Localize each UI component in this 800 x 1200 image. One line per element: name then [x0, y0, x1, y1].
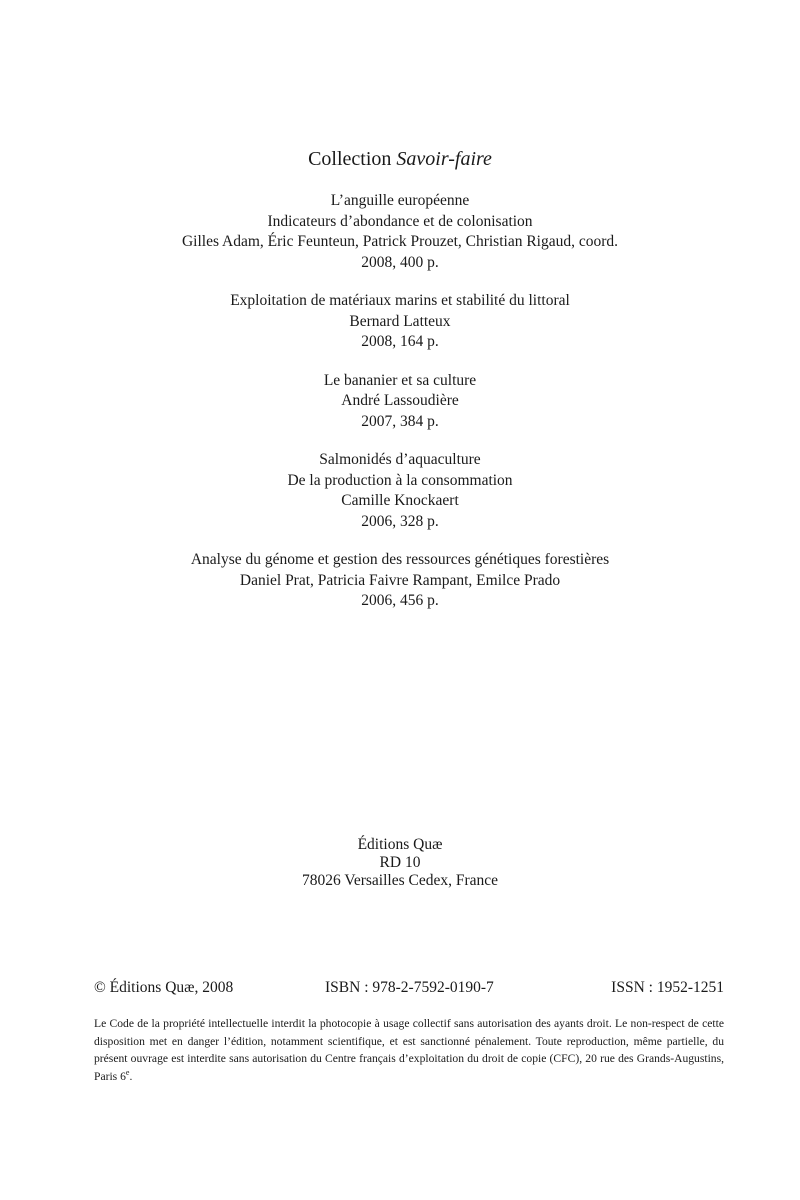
book-title: Salmonidés d’aquaculture	[319, 451, 481, 468]
book-title: Analyse du génome et gestion des ressources génétiques forestières	[190, 551, 610, 568]
book-entry	[0, 371, 800, 433]
book-title: Le bananier et sa culture	[323, 371, 477, 389]
book-list	[0, 191, 800, 630]
publisher-street: RD 10	[379, 854, 421, 871]
book-title: Exploitation de matériaux marins et stabilité du littoral	[230, 292, 570, 309]
book-year-pages: 2007, 384 p.	[361, 412, 439, 430]
publisher-address	[0, 836, 800, 890]
book-title: L’anguille européenne	[330, 192, 470, 209]
footer-row	[94, 978, 724, 998]
book-authors: Camille Knockaert	[341, 492, 459, 509]
book-year-pages: 2008, 164 p.	[361, 333, 439, 350]
collection-name: Savoir-faire	[396, 148, 492, 170]
book-year-pages: 2006, 328 p.	[361, 512, 439, 530]
book-entry	[0, 191, 800, 273]
book-authors: Daniel Prat, Patricia Faivre Rampant, Emilce Prado	[239, 571, 561, 589]
book-subtitle: De la production à la consommation	[287, 471, 513, 489]
isbn-number: ISBN : 978-2-7592-0190-7	[325, 979, 494, 996]
copyright-notice: © Éditions Quæ, 2008	[94, 979, 234, 996]
legal-superscript: e	[125, 1067, 130, 1077]
publisher-city: 78026 Versailles Cedex, France	[302, 872, 498, 889]
book-year-pages: 2008, 400 p.	[361, 253, 439, 271]
book-authors: Gilles Adam, Éric Feunteun, Patrick Prouzet, Christian Rigaud, coord.	[181, 233, 619, 250]
book-subtitle: Indicateurs d’abondance et de colonisation	[267, 212, 533, 230]
legal-notice	[94, 1015, 724, 1085]
book-year-pages: 2006, 456 p.	[361, 592, 439, 609]
book-authors: Bernard Latteux	[349, 312, 451, 330]
collection-prefix: Collection	[308, 148, 392, 170]
book-entry	[0, 550, 800, 612]
legal-end: .	[129, 1069, 133, 1083]
legal-text: Le Code de la propriété intellectuelle interdit la photocopie à usage collectif sans autorisation des ayants droit. Le non-respect de cette disposition met en danger l’édition, notamment scientifique, et est sanctionné pénalement. Toute reproduction, même partielle, du présent ouvrage est interdite sans autorisation du Centre français d’exploitation du droit de copie (CFC), 20 rue des Grands-Augustins, Paris 6	[94, 1017, 724, 1083]
book-entry	[0, 450, 800, 532]
collection-title	[0, 147, 800, 171]
book-authors: André Lassoudière	[341, 392, 459, 409]
publisher-name: Éditions Quæ	[357, 836, 443, 853]
issn-number: ISSN : 1952-1251	[611, 979, 724, 996]
book-entry	[0, 291, 800, 353]
